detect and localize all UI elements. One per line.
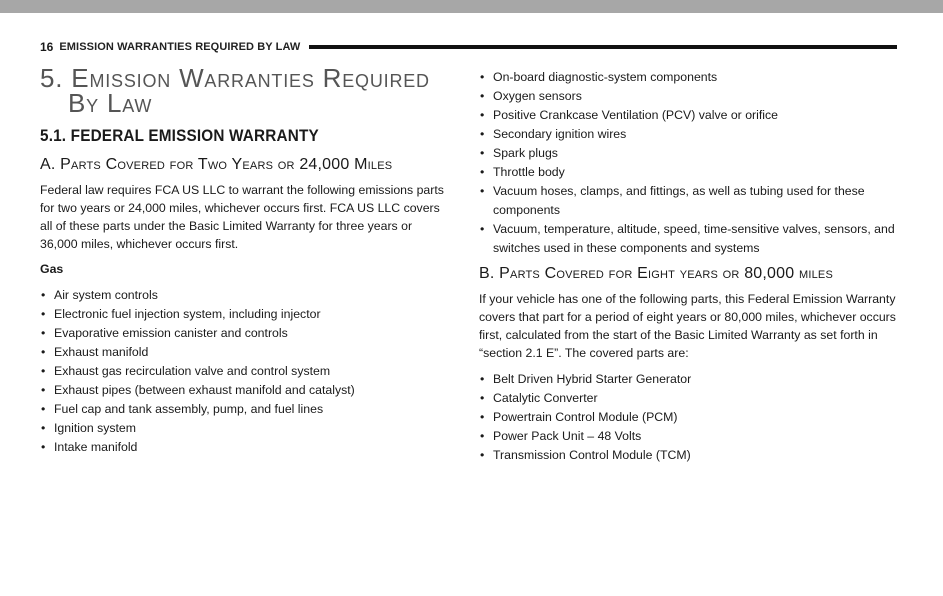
- part-b-paragraph: If your vehicle has one of the following parts, this Federal Emission Warranty covers that part for a period of eight years or 80,000 miles, whichever occurs first, calculated from the start of the Basic Limited Warranty as set forth in “section 2.1 E”. The covered parts are:: [479, 292, 896, 360]
- list-item: • Intake manifold: [40, 438, 450, 457]
- gas-label: Gas: [40, 262, 64, 276]
- left-column: [40, 63, 450, 457]
- list-item: • Transmission Control Module (TCM): [479, 446, 899, 465]
- list-item: • Exhaust pipes (between exhaust manifold and catalyst): [40, 381, 450, 400]
- part-b-title: B. Parts Covered for Eight years or 80,000 miles: [479, 265, 834, 282]
- part-a-paragraph: Federal law requires FCA US LLC to warrant the following emissions parts for two years or 24,000 miles, whichever occurs first. FCA US LLC covers all of these parts under the Basic Limited Warranty for three years or 36,000 miles, whichever occurs first.: [40, 183, 444, 251]
- list-item: • Exhaust manifold: [40, 343, 450, 362]
- top-gray-bar: [0, 0, 943, 13]
- part-a-list: [40, 286, 450, 457]
- page-number: 16: [40, 40, 54, 54]
- chapter-title: [40, 63, 450, 118]
- list-item: • On-board diagnostic-system components: [479, 68, 899, 87]
- right-column: [479, 68, 899, 465]
- list-item: • Air system controls: [40, 286, 450, 305]
- header-rule: [309, 45, 897, 49]
- part-a-list-continued: [479, 68, 899, 258]
- list-item: • Evaporative emission canister and controls: [40, 324, 450, 343]
- list-item: • Positive Crankcase Ventilation (PCV) valve or orifice: [479, 106, 899, 125]
- chapter-title-line-2: By Law: [68, 88, 153, 118]
- chapter-title-line-1: 5. Emission Warranties Required: [40, 63, 430, 93]
- running-title: EMISSION WARRANTIES REQUIRED BY LAW: [59, 41, 301, 53]
- list-item: • Spark plugs: [479, 144, 899, 163]
- list-item: • Electronic fuel injection system, including injector: [40, 305, 450, 324]
- list-item: • Exhaust gas recirculation valve and control system: [40, 362, 450, 381]
- part-b-list: [479, 370, 899, 465]
- list-item: • Secondary ignition wires: [479, 125, 899, 144]
- list-item: • Powertrain Control Module (PCM): [479, 408, 899, 427]
- list-item: • Vacuum, temperature, altitude, speed, time-sensitive valves, sensors, and switches used in these components and systems: [479, 220, 899, 258]
- part-a-title: A. Parts Covered for Two Years or 24,000 Miles: [40, 156, 393, 173]
- list-item: • Catalytic Converter: [479, 389, 899, 408]
- list-item: • Power Pack Unit – 48 Volts: [479, 427, 899, 446]
- list-item: • Vacuum hoses, clamps, and fittings, as well as tubing used for these components: [479, 182, 899, 220]
- section-title: 5.1. FEDERAL EMISSION WARRANTY: [40, 126, 319, 145]
- list-item: • Oxygen sensors: [479, 87, 899, 106]
- list-item: • Ignition system: [40, 419, 450, 438]
- list-item: • Fuel cap and tank assembly, pump, and fuel lines: [40, 400, 450, 419]
- list-item: • Belt Driven Hybrid Starter Generator: [479, 370, 899, 389]
- running-header: [40, 39, 897, 55]
- list-item: • Throttle body: [479, 163, 899, 182]
